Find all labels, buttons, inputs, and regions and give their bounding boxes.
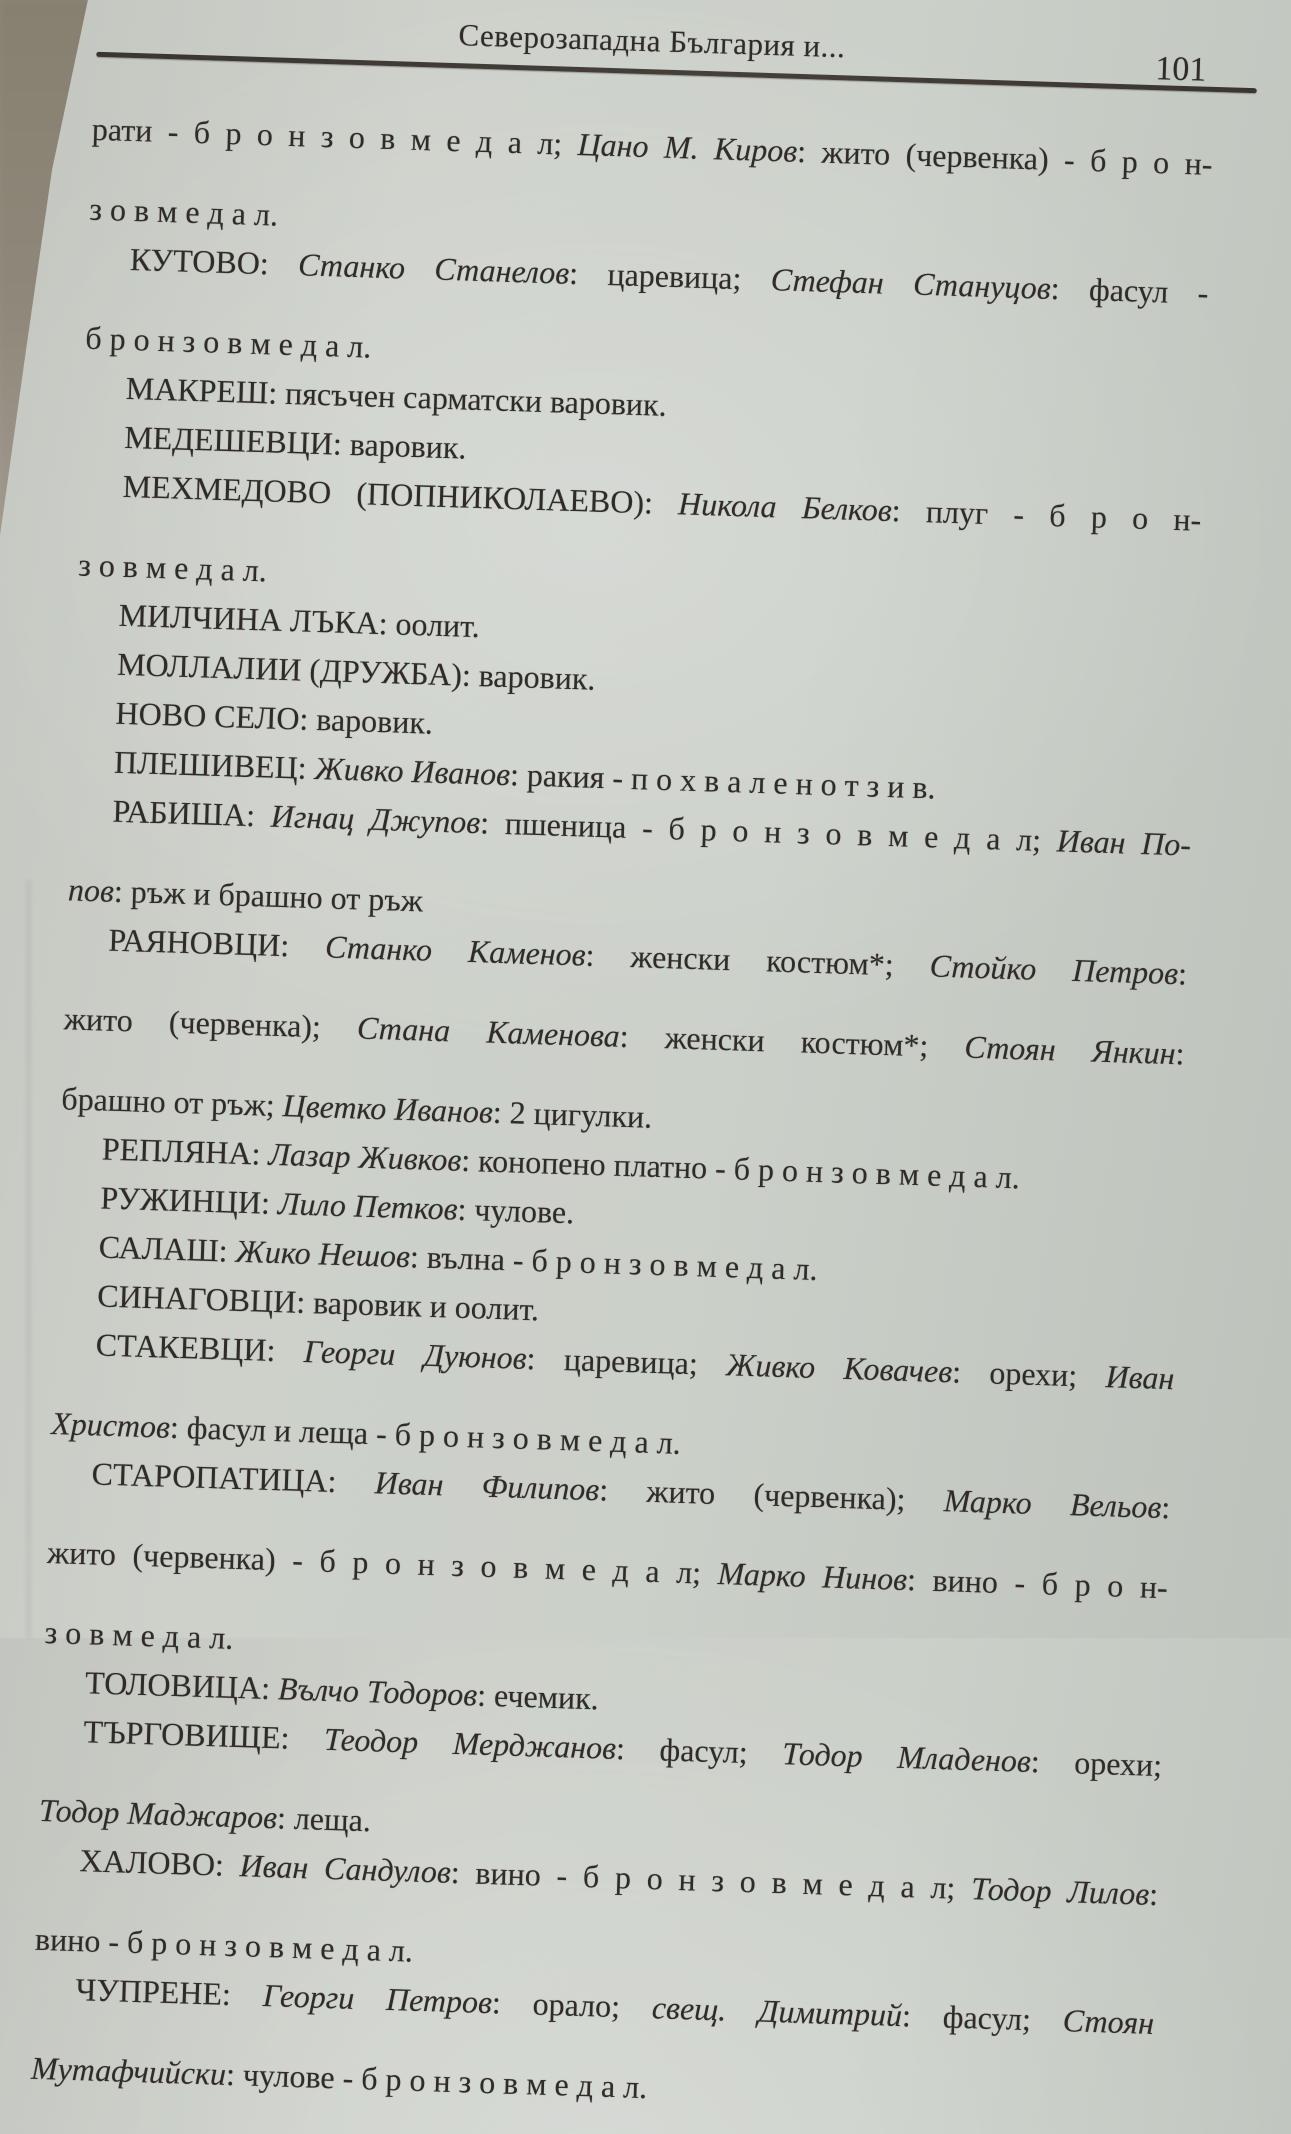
text-segment: : чулове - б р о н з о в м е д а л. bbox=[225, 2055, 648, 2106]
text-segment: : орехи; bbox=[951, 1353, 1107, 1395]
paragraph bbox=[78, 465, 1202, 620]
text-segment: : царевица; bbox=[568, 254, 772, 298]
text-segment: : жито (червенка); bbox=[598, 1471, 945, 1519]
text-segment: : вино - б р о н з о в м е д а л; bbox=[450, 1853, 972, 1907]
text-segment: б р о н з о в м е д а л. bbox=[84, 319, 372, 365]
person-name: Цветко Иванов bbox=[282, 1087, 494, 1130]
text-segment: ХАЛОВО: bbox=[79, 1842, 241, 1884]
person-name: Тодор Младенов bbox=[781, 1735, 1032, 1779]
person-name: Иван Филипов bbox=[374, 1464, 600, 1508]
text-segment: рати - б р о н з о в м е д а л; bbox=[91, 110, 579, 162]
person-name: Живко Ковачев bbox=[725, 1346, 953, 1390]
person-name: Тодор Маджаров bbox=[38, 1791, 278, 1836]
person-name: Теодор Мерджанов bbox=[323, 1720, 617, 1766]
text-segment: : конопено платно - б р о н з о в м е д а л. bbox=[460, 1141, 1021, 1196]
text-segment: : чулове. bbox=[456, 1190, 575, 1231]
text-segment: : bbox=[1160, 1488, 1171, 1526]
person-name: Станко Каменов bbox=[324, 928, 587, 973]
text-segment: : женски костюм*; bbox=[619, 1017, 966, 1065]
person-name: Тодор Лилов bbox=[970, 1870, 1150, 1912]
person-name: Иван Сандулов bbox=[239, 1847, 452, 1890]
text-segment: з о в м е д а л. bbox=[88, 190, 279, 233]
person-name: Стойко Петров bbox=[929, 947, 1179, 992]
paragraph bbox=[34, 1839, 1158, 1994]
text-segment: РЕПЛЯНА: bbox=[101, 1130, 270, 1172]
person-name: Лазар Живков bbox=[267, 1135, 462, 1178]
text-segment: : фасул - bbox=[1050, 269, 1209, 311]
person-name: Марко Вельов bbox=[943, 1482, 1162, 1525]
paragraph bbox=[30, 1968, 1154, 2123]
text-segment: : вино - б р о н- bbox=[906, 1561, 1169, 1606]
text-segment: МИЛЧИНА ЛЪКА: оолит. bbox=[118, 596, 481, 645]
person-name: свещ. Димитрий bbox=[651, 1989, 903, 2034]
text-segment: : bbox=[1148, 1875, 1159, 1913]
text-segment: НОВО СЕЛО: варовик. bbox=[115, 694, 434, 741]
text-segment: : фасул и леща - б р о н з о в м е д а л. bbox=[169, 1408, 682, 1461]
person-name: Вълчо Тодоров bbox=[277, 1670, 478, 1713]
person-name: Стоян bbox=[1062, 2002, 1155, 2041]
text-segment: ТОЛОВИЦА: bbox=[84, 1664, 279, 1707]
text-segment: : фасул; bbox=[901, 1997, 1064, 2039]
text-segment: : фасул; bbox=[615, 1729, 783, 1772]
page-body bbox=[30, 109, 1213, 2123]
text-segment: : пшеница - б р о н з о в м е д а л; bbox=[479, 804, 1058, 859]
paragraph bbox=[67, 789, 1191, 944]
page-number: 101 bbox=[1154, 50, 1207, 89]
person-name: Георги Дуюнов bbox=[303, 1332, 528, 1376]
person-name: Стана Каменова bbox=[356, 1009, 621, 1054]
person-name: Мутафчийски bbox=[30, 2049, 227, 2092]
text-segment: : царевица; bbox=[526, 1339, 727, 1383]
text-segment: САЛАШ: bbox=[98, 1228, 237, 1269]
person-name: Христов bbox=[50, 1405, 171, 1445]
paragraph bbox=[89, 109, 1213, 264]
text-segment: вино - б р о н з о в м е д а л. bbox=[34, 1920, 414, 1969]
text-segment: жито (червенка) - б р о н з о в м е д а л; bbox=[46, 1534, 719, 1592]
text-segment: МАКРЕШ: пясъчен сарматски варовик. bbox=[125, 369, 668, 423]
text-segment: з о в м е д а л. bbox=[44, 1613, 234, 1656]
paragraph bbox=[61, 918, 1188, 1153]
text-segment: : ечемик. bbox=[476, 1676, 600, 1717]
person-name: Георги Петров bbox=[262, 1976, 493, 2021]
person-name: Никола Белков bbox=[677, 485, 893, 528]
text-segment: РАЯНОВЦИ: bbox=[107, 921, 326, 965]
text-segment: СТАКЕВЦИ: bbox=[95, 1326, 305, 1369]
text-segment: : жито (червенка) - б р о н- bbox=[796, 132, 1214, 182]
person-name: Станко Станелов bbox=[297, 246, 570, 291]
paragraph bbox=[85, 238, 1209, 393]
person-name: Иван bbox=[1105, 1358, 1175, 1397]
text-segment: ПЛЕШИВЕЦ: bbox=[113, 743, 316, 786]
text-segment: : орало; bbox=[491, 1984, 653, 2026]
text-segment: з о в м е д а л. bbox=[77, 546, 268, 589]
paragraph bbox=[39, 1710, 1163, 1865]
text-segment: : bbox=[1175, 1035, 1186, 1072]
text-segment: ТЪРГОВИЩЕ: bbox=[83, 1713, 325, 1757]
person-name: Иван По- bbox=[1056, 822, 1192, 863]
text-segment: КУТОВО: bbox=[129, 240, 299, 283]
text-segment: СИНАГОВЦИ: варовик и оолит. bbox=[96, 1277, 540, 1328]
person-name: пов bbox=[67, 871, 115, 909]
text-segment: ЧУПРЕНЕ: bbox=[74, 1971, 264, 2013]
person-name: Стефан Стануцов bbox=[770, 261, 1052, 306]
text-segment: РАБИША: bbox=[112, 792, 272, 834]
person-name: Игнац Джупов bbox=[270, 797, 481, 841]
running-title: Северозападна България и... bbox=[458, 17, 847, 65]
text-segment: МЕДЕШЕВЦИ: варовик. bbox=[123, 418, 468, 466]
text-segment: МЕХМЕДОВО (ПОПНИКОЛАЕВО): bbox=[122, 467, 679, 522]
text-segment: : плуг - б р о н- bbox=[891, 492, 1202, 538]
text-segment: : женски костюм*; bbox=[585, 936, 931, 984]
text-segment: МОЛЛАЛИИ (ДРУЖБА): варовик. bbox=[116, 645, 597, 697]
text-segment: СТАРОПАТИЦА: bbox=[91, 1455, 376, 1501]
text-segment: : ръж и брашно от ръж bbox=[113, 872, 424, 919]
text-segment: : орехи; bbox=[1030, 1743, 1163, 1784]
text-segment: РУЖИНЦИ: bbox=[99, 1179, 279, 1222]
person-name: Марко Нинов bbox=[717, 1555, 908, 1598]
text-segment: : леща. bbox=[276, 1799, 372, 1839]
text-segment: жито (червенка); bbox=[63, 1000, 358, 1046]
person-name: Лило Петков bbox=[277, 1185, 459, 1227]
text-segment: : bbox=[1177, 955, 1188, 992]
person-name: Стоян Янкин bbox=[963, 1028, 1177, 1072]
person-name: Жико Нешов bbox=[235, 1232, 411, 1275]
text-segment: : ракия - п о х в а л е н о т з и в. bbox=[509, 756, 937, 806]
text-segment: брашно от ръж; bbox=[60, 1080, 284, 1124]
text-segment: : вълна - б р о н з о в м е д а л. bbox=[409, 1238, 819, 1288]
paragraph bbox=[51, 1323, 1175, 1478]
person-name: Цано М. Киров bbox=[577, 125, 798, 169]
text-segment: : 2 цигулки. bbox=[492, 1093, 653, 1135]
person-name: Живко Иванов bbox=[314, 750, 511, 793]
paragraph bbox=[44, 1452, 1171, 1687]
